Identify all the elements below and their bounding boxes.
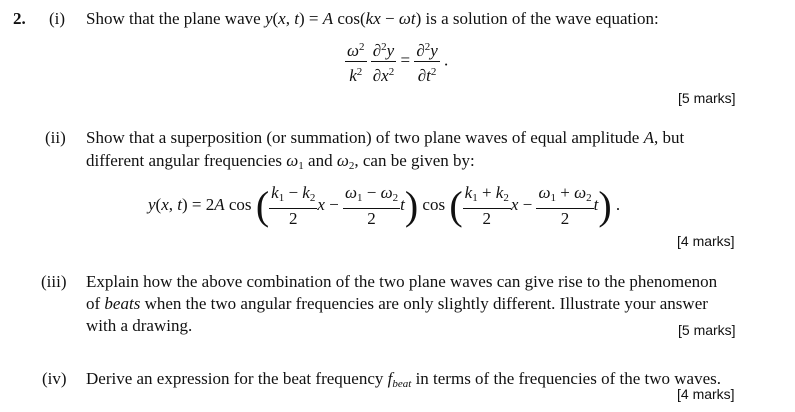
marks-iii: [5 marks]: [678, 322, 736, 338]
marks-ii: [4 marks]: [677, 233, 735, 249]
wave-equation: $\frac{\omega^2}{k^2}$ $\frac{\partial^2y}{\partial x^2}$ = $\frac{\partial^2y}{\partial t^2}$ .: [345, 37, 448, 86]
part-iii-text-line2: of beats when the two angular frequencies are only slightly different. Illustrate your answer: [86, 294, 708, 313]
marks-i: [5 marks]: [678, 90, 736, 106]
question-number: 2.: [13, 9, 26, 28]
marks-iv: [4 marks]: [677, 386, 735, 402]
part-iv-text: Derive an expression for the beat frequency $f_{beat}$ in terms of the frequencies of the two waves.: [86, 369, 721, 390]
part-label-ii: (ii): [45, 128, 66, 147]
part-iii-text-line1: Explain how the above combination of the two plane waves can give rise to the phenomenon: [86, 272, 718, 291]
part-ii-text-line2: different angular frequencies $\omega_1$ and $\omega_2$, can be given by:: [86, 151, 475, 172]
part-label-iv: (iv): [42, 369, 67, 388]
part-ii-text-line1: Show that a superposition (or summation) of two plane waves of equal amplitude A, but: [86, 128, 685, 147]
part-iii-text-line3: with a drawing.: [86, 316, 193, 335]
superposition-equation: y(x, t) = 2A cos ( $\frac{k_1 - k_2}{2}$ x − $\frac{\omega_1 - \omega_2}{2}$ t) cos ( $\frac{k_1 + k_2}{2}$ x − $\frac{\omega_1 + \omega_2}{2}$ t) .: [148, 183, 621, 228]
part-i-text: Show that the plane wave y(x, t) = A cos(kx − ωt) is a solution of the wave equation:: [86, 9, 659, 28]
part-label-i: (i): [49, 9, 66, 28]
part-label-iii: (iii): [41, 272, 67, 291]
